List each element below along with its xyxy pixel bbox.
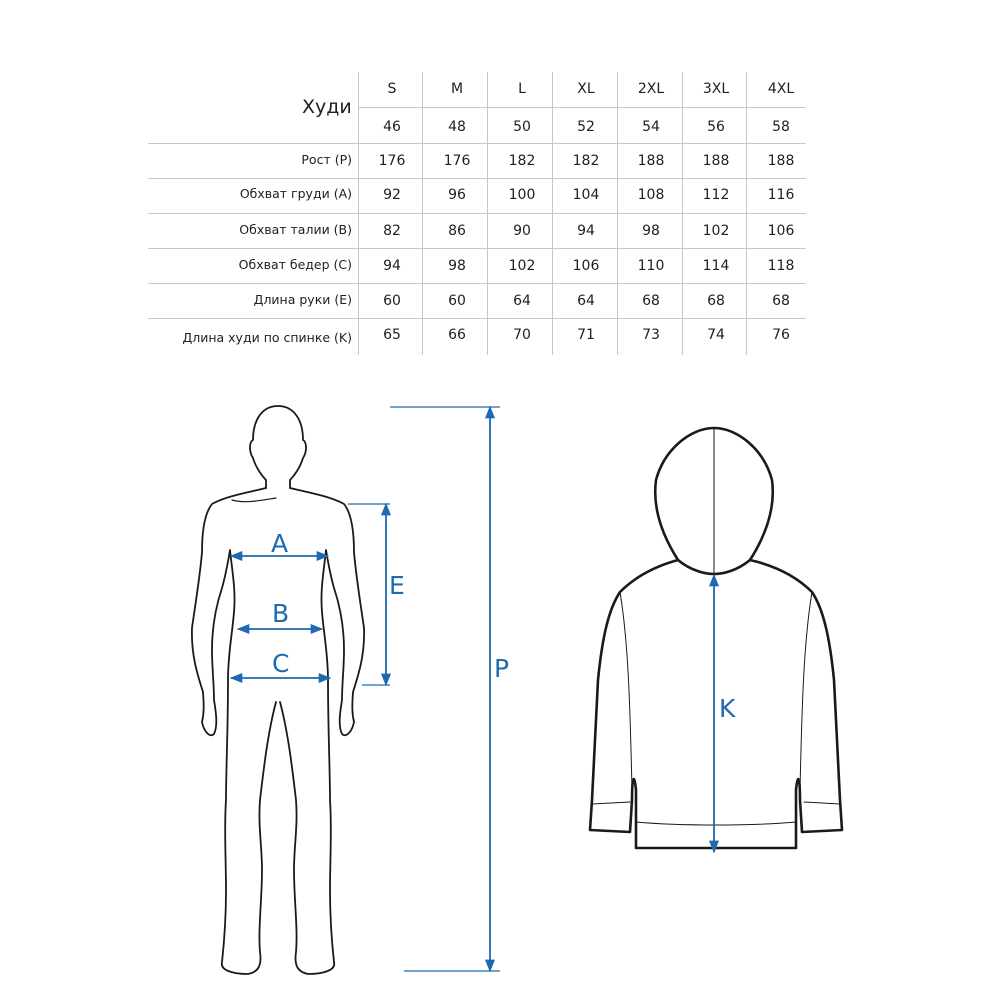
- table-cell: 64: [577, 293, 595, 309]
- row-label-chest: Обхват груди (A): [239, 186, 352, 201]
- hoodie-sleeve-seam-left: [620, 592, 632, 790]
- table-cell: 65: [383, 327, 401, 343]
- table-cell: 82: [383, 223, 401, 239]
- table-title: Худи: [302, 96, 352, 118]
- body-right-outline: [280, 488, 364, 974]
- row-label-back-length: Длина худи по спинке (K): [182, 330, 352, 345]
- table-cell: 98: [448, 258, 466, 274]
- table-cell: 68: [707, 293, 725, 309]
- table-cell: 76: [772, 327, 790, 343]
- label-a: A: [271, 529, 289, 558]
- table-cell: 66: [448, 327, 466, 343]
- size-header: XL: [577, 81, 595, 97]
- body-left-outline: [192, 488, 276, 974]
- head-outline: [250, 406, 306, 488]
- table-cell: 102: [702, 223, 730, 239]
- row-label-waist: Обхват талии (B): [239, 222, 352, 237]
- table-cell: 188: [767, 153, 795, 169]
- table-cell: 114: [702, 258, 730, 274]
- table-cell: 60: [448, 293, 466, 309]
- ru-size-header: 48: [448, 119, 466, 135]
- table-cell: 118: [767, 258, 795, 274]
- table-cell: 60: [383, 293, 401, 309]
- ru-size-header: 54: [642, 119, 660, 135]
- table-cell: 182: [572, 153, 600, 169]
- row-label-hips: Обхват бедер (C): [238, 257, 352, 272]
- table-cell: 106: [767, 223, 795, 239]
- label-k: K: [719, 694, 736, 723]
- table-cell: 73: [642, 327, 660, 343]
- table-cell: 98: [642, 223, 660, 239]
- size-header: S: [387, 81, 397, 97]
- size-header: 3XL: [702, 81, 730, 97]
- table-cell: 86: [448, 223, 466, 239]
- table-cell: 96: [448, 187, 466, 203]
- table-cell: 68: [772, 293, 790, 309]
- table-cell: 106: [572, 258, 600, 274]
- row-label-arm: Длина руки (E): [253, 292, 352, 307]
- hoodie-body: [590, 560, 842, 848]
- table-cell: 104: [572, 187, 600, 203]
- body-figure: [192, 406, 364, 974]
- table-cell: 110: [637, 258, 665, 274]
- ru-size-header: 58: [772, 119, 790, 135]
- table-cell: 112: [702, 187, 730, 203]
- ru-size-header: 52: [577, 119, 595, 135]
- hoodie-hem-seam: [636, 822, 796, 825]
- table-cell: 100: [508, 187, 536, 203]
- ru-size-header: 56: [707, 119, 725, 135]
- table-cell: 108: [637, 187, 665, 203]
- hoodie-cuff-right: [804, 802, 840, 804]
- label-p: P: [494, 654, 510, 683]
- table-cell: 94: [383, 258, 401, 274]
- size-header: M: [450, 81, 464, 97]
- ru-size-header: 50: [513, 119, 531, 135]
- table-cell: 90: [513, 223, 531, 239]
- size-header: 2XL: [637, 81, 665, 97]
- table-cell: 188: [637, 153, 665, 169]
- table-cell: 92: [383, 187, 401, 203]
- table-cell: 116: [767, 187, 795, 203]
- size-header: L: [518, 81, 526, 97]
- ru-size-header: 46: [383, 119, 401, 135]
- table-cell: 68: [642, 293, 660, 309]
- table-cell: 182: [508, 153, 536, 169]
- table-cell: 176: [443, 153, 471, 169]
- table-cell: 94: [577, 223, 595, 239]
- label-e: E: [389, 571, 405, 600]
- label-b: B: [272, 599, 290, 628]
- hoodie-cuff-left: [592, 802, 630, 804]
- table-cell: 74: [707, 327, 725, 343]
- collarbone-line: [232, 498, 276, 502]
- size-header: 4XL: [767, 81, 795, 97]
- table-cell: 102: [508, 258, 536, 274]
- table-cell: 64: [513, 293, 531, 309]
- label-c: C: [272, 649, 290, 678]
- table-cell: 70: [513, 327, 531, 343]
- hoodie-sleeve-seam-right: [800, 592, 812, 790]
- table-cell: 188: [702, 153, 730, 169]
- table-cell: 176: [378, 153, 406, 169]
- table-cell: 71: [577, 327, 595, 343]
- row-label-height: Рост (P): [301, 152, 352, 167]
- hoodie-figure: [590, 428, 842, 848]
